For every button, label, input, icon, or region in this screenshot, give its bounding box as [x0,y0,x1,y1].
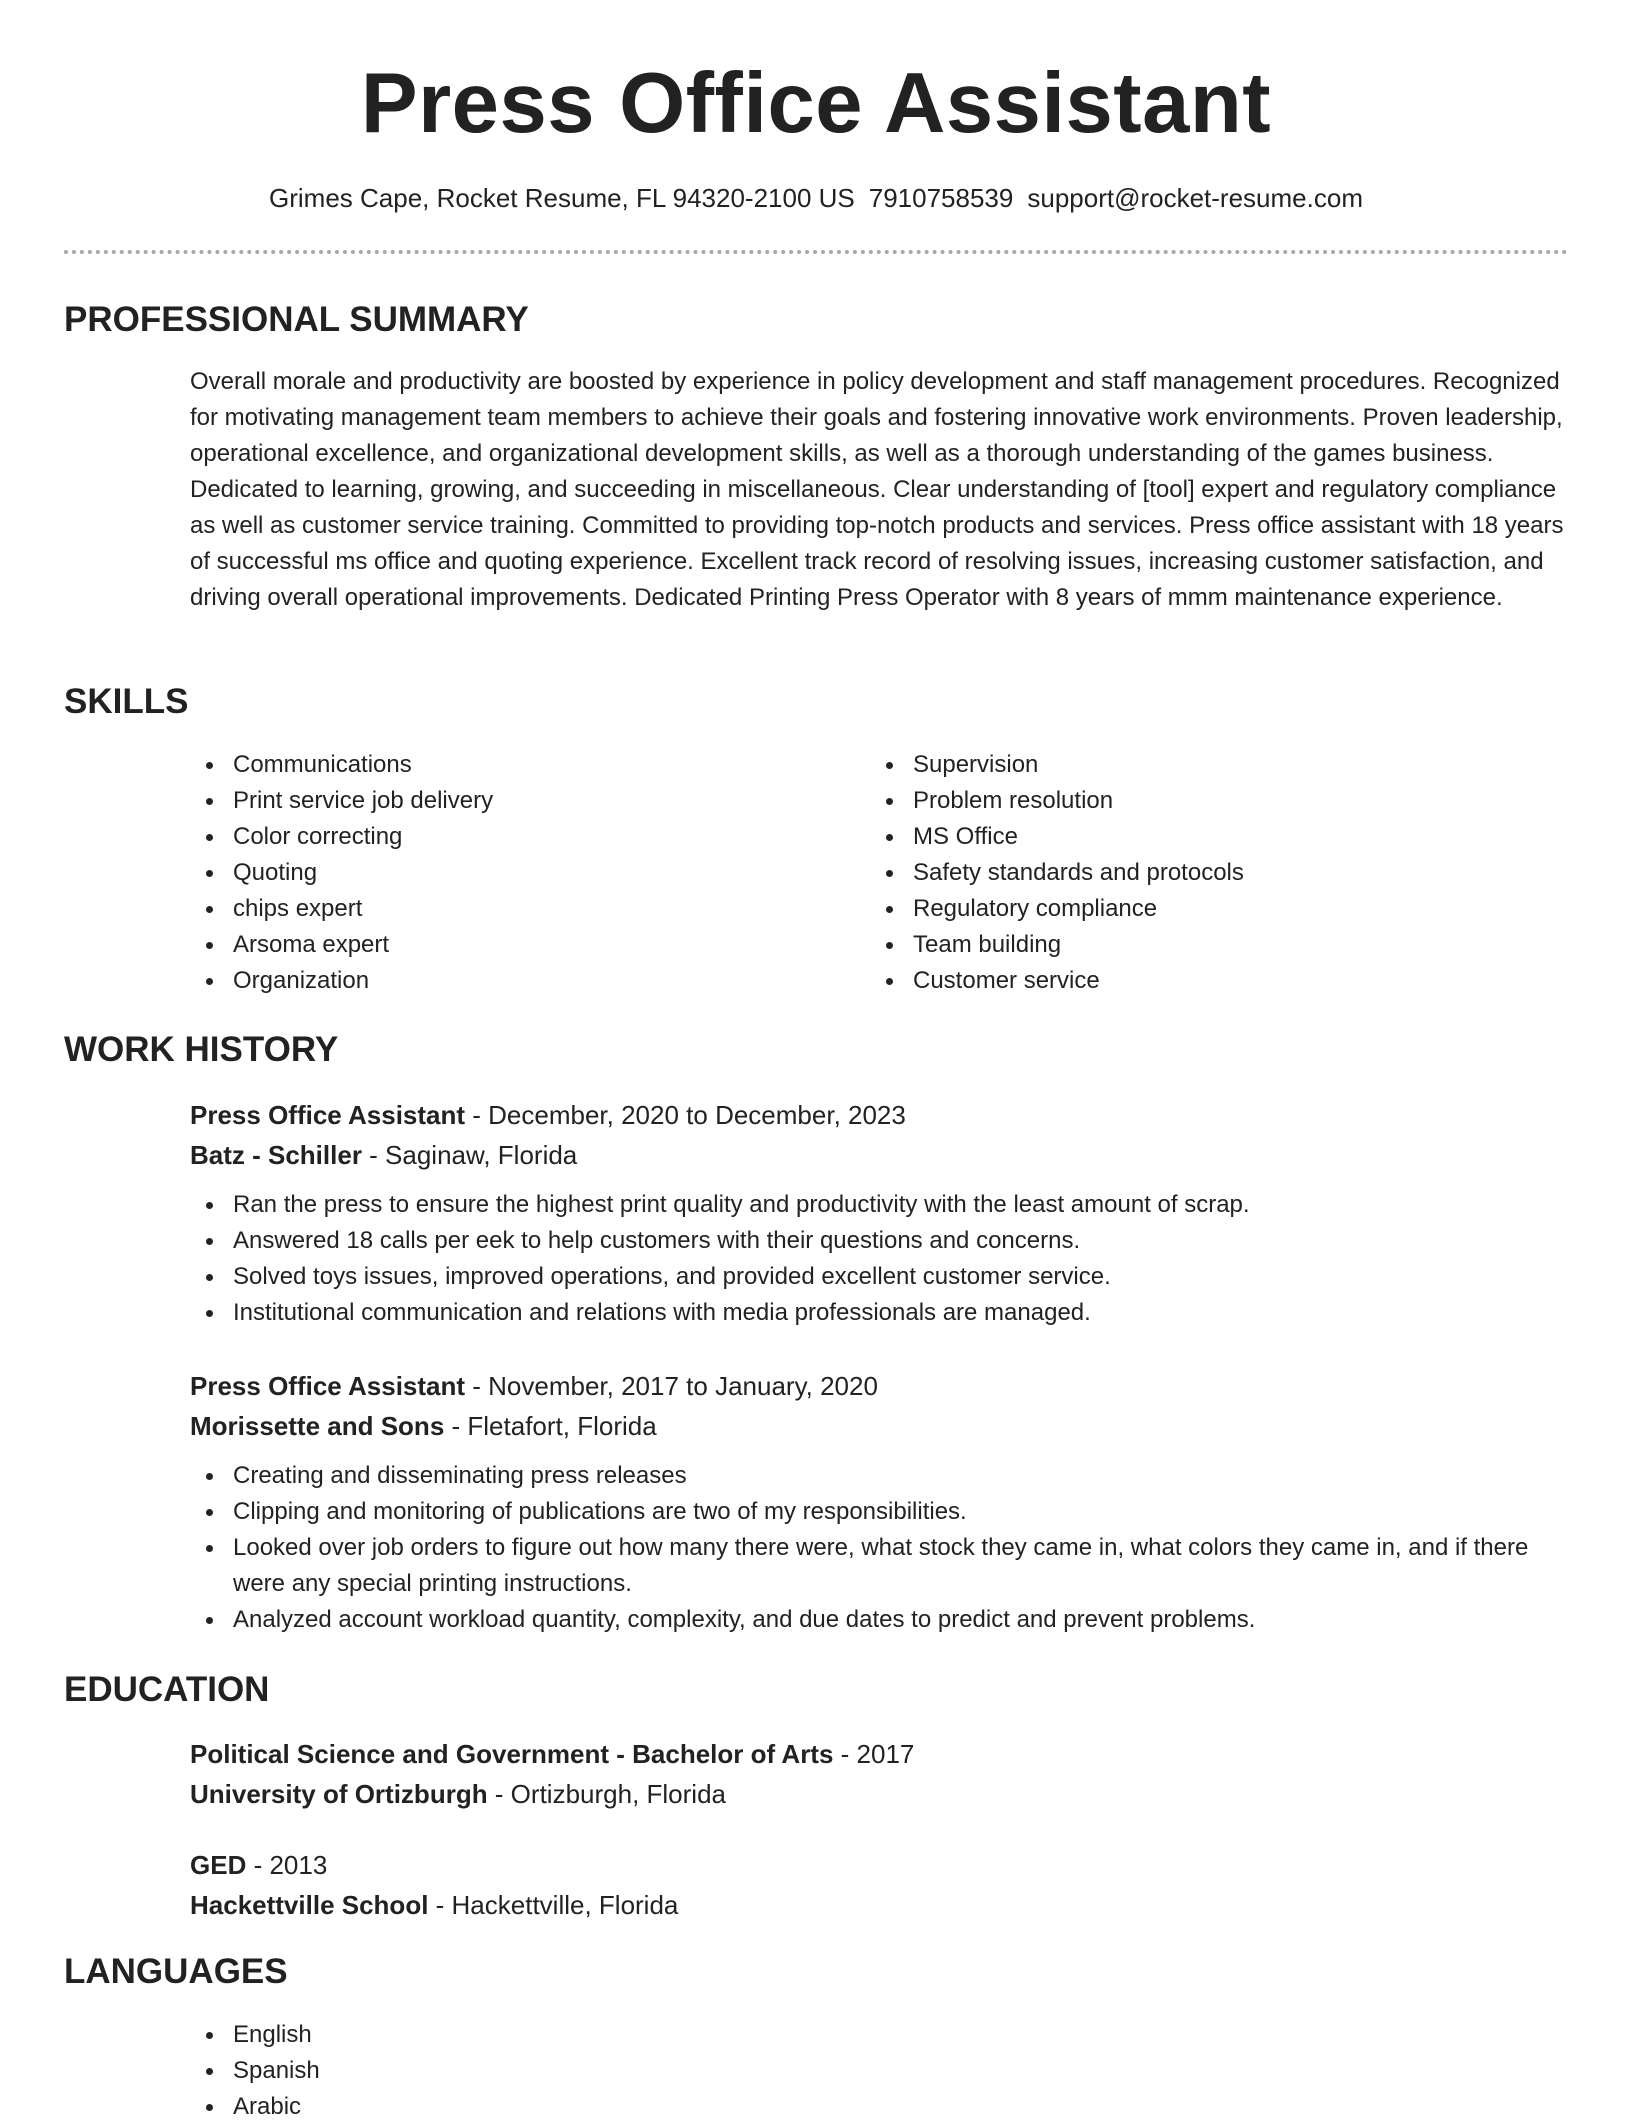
job-bullet: Clipping and monitoring of publications are two of my responsibilities. [190,1494,1570,1530]
summary-block [190,364,1570,616]
job-dates: - December, 2020 to December, 2023 [465,1100,906,1130]
job-bullet: Answered 18 calls per eek to help customers with their questions and concerns. [190,1223,1570,1259]
job-bullet: Ran the press to ensure the highest print quality and productivity with the least amount of scrap. [190,1187,1570,1223]
education-school: University of Ortizburgh [190,1779,488,1809]
job-entry [190,1366,1570,1638]
job-bullet: Looked over job orders to figure out how many there were, what stock they came in, what colors they came in, and if there were any special printing instructions. [190,1530,1570,1602]
contact-line [0,180,1632,216]
job-location: - Saginaw, Florida [361,1140,578,1170]
job-bullet: Institutional communication and relations with media professionals are managed. [190,1295,1570,1331]
education-degree: Political Science and Government - Bachelor of Arts [190,1739,834,1769]
job-bullet: Creating and disseminating press releases [190,1458,1570,1494]
contact-email: support@rocket-resume.com [1027,183,1363,213]
skill-item: MS Office [870,819,1510,855]
skills-list-right [870,747,1510,999]
job-bullet: Solved toys issues, improved operations, and provided excellent customer service. [190,1259,1570,1295]
skill-item: Customer service [870,963,1510,999]
education-year: - 2017 [833,1739,915,1769]
section-title-work: WORK HISTORY [64,1030,339,1069]
job-title-line [190,1095,1570,1135]
job-company-line [190,1135,1570,1175]
languages-list [190,2017,830,2125]
skill-item: chips expert [190,891,830,927]
job-title: Press Office Assistant [190,1100,466,1130]
job-company: Morissette and Sons [190,1411,445,1441]
skill-item: Regulatory compliance [870,891,1510,927]
contact-phone: 7910758539 [868,183,1014,213]
education-school: Hackettville School [190,1890,429,1920]
job-dates: - November, 2017 to January, 2020 [465,1371,878,1401]
education-location: - Ortizburgh, Florida [487,1779,726,1809]
language-item: Spanish [190,2053,830,2089]
skill-item: Quoting [190,855,830,891]
education-school-line [190,1774,1570,1814]
education-school-line [190,1885,1570,1925]
job-company-line [190,1406,1570,1446]
skill-item: Team building [870,927,1510,963]
job-bullets [190,1187,1570,1331]
section-title-skills: SKILLS [64,682,189,721]
skill-item: Print service job delivery [190,783,830,819]
education-location: - Hackettville, Florida [428,1890,679,1920]
section-title-languages: LANGUAGES [64,1952,288,1991]
skill-item: Problem resolution [870,783,1510,819]
education-entry [190,1734,1570,1814]
language-item: Arabic [190,2089,830,2125]
job-title: Press Office Assistant [190,1371,466,1401]
job-location: - Fletafort, Florida [444,1411,657,1441]
job-bullet: Analyzed account workload quantity, complexity, and due dates to predict and prevent problems. [190,1602,1570,1638]
skills-list-left [190,747,830,999]
education-entry [190,1845,1570,1925]
skill-item: Communications [190,747,830,783]
skill-item: Arsoma expert [190,927,830,963]
job-title-line [190,1366,1570,1406]
contact-address: Grimes Cape, Rocket Resume, FL 94320-2100 US [269,183,855,213]
job-entry [190,1095,1570,1331]
education-year: - 2013 [246,1850,328,1880]
job-company: Batz - Schiller [190,1140,362,1170]
skill-item: Organization [190,963,830,999]
page-title: Press Office Assistant [360,56,1272,151]
education-degree: GED [190,1850,247,1880]
education-degree-line [190,1845,1570,1885]
job-bullets [190,1458,1570,1638]
summary-text: Overall morale and productivity are boosted by experience in policy development and staff management procedures. Recognized for motivating management team members to achieve their goals and fostering innovative work environments. Proven leadership, operational excellence, and organizational development skills, as well as a thorough understanding of the games business. Dedicated to learning, growing, and succeeding in miscellaneous. Clear understanding of [tool] expert and regulatory compliance as well as customer service training. Committed to providing top-notch products and services. Press office assistant with 18 years of successful ms office and quoting experience. Excellent track record of resolving issues, increasing customer satisfaction, and driving overall operational improvements. Dedicated Printing Press Operator with 8 years of mmm maintenance experience. [190,368,1564,611]
header-divider [64,250,1568,254]
language-item: English [190,2017,830,2053]
skill-item: Color correcting [190,819,830,855]
education-degree-line [190,1734,1570,1774]
skill-item: Safety standards and protocols [870,855,1510,891]
section-title-summary: PROFESSIONAL SUMMARY [64,300,529,339]
skill-item: Supervision [870,747,1510,783]
section-title-education: EDUCATION [64,1670,270,1709]
